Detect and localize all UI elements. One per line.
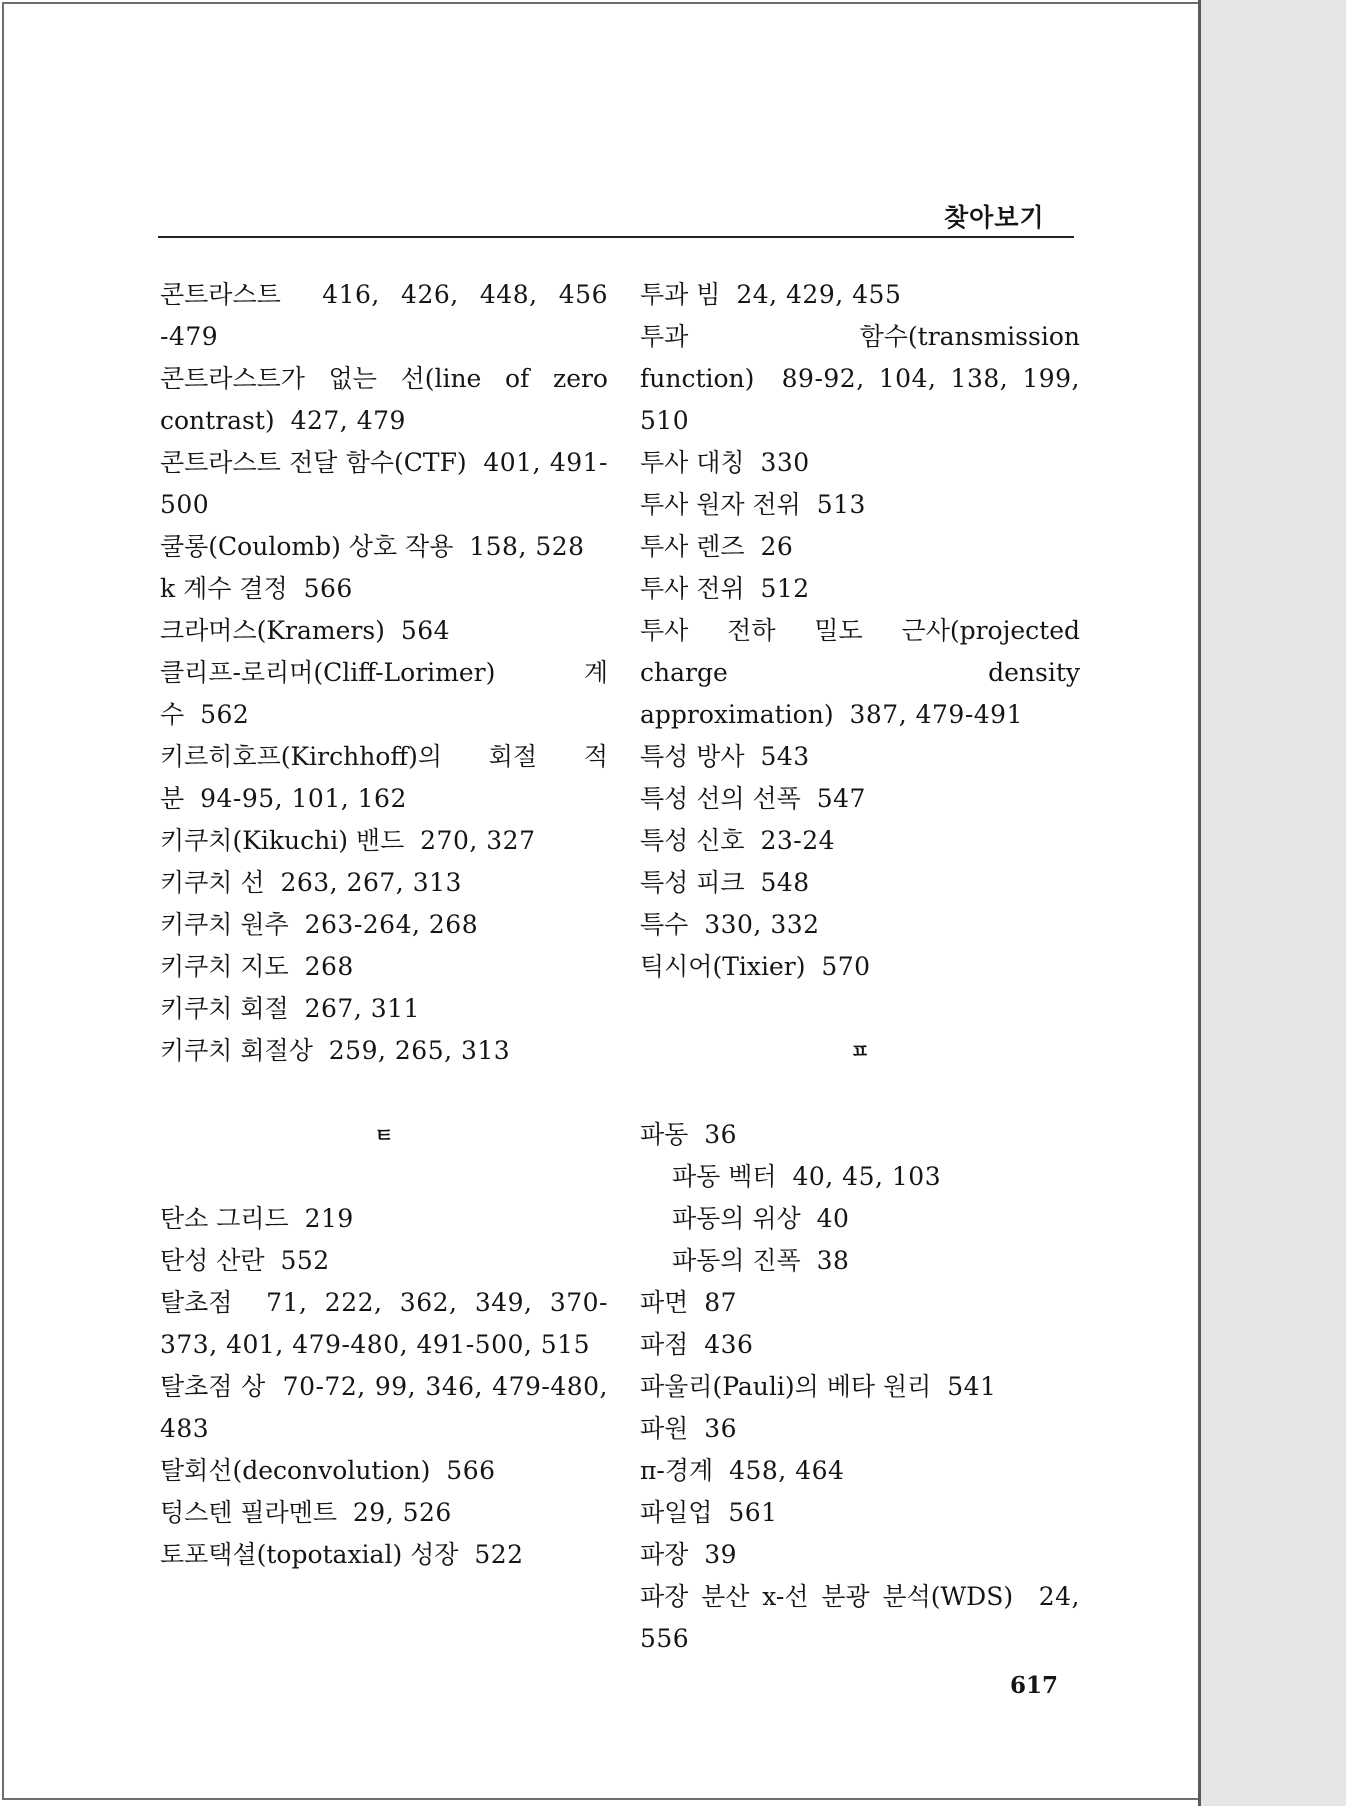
- index-entry: 쿨롱(Coulomb) 상호 작용 158, 528: [160, 532, 585, 561]
- index-entry: 파장 39: [640, 1540, 738, 1569]
- index-entry: 탈초점 71, 222, 362, 349, 370-373, 401, 479-480, 491-500, 515: [160, 1288, 608, 1359]
- right-column: [640, 274, 1080, 1660]
- index-entry: 투사 대칭 330: [640, 448, 810, 477]
- index-entry: 키쿠치 선 263, 267, 313: [160, 868, 462, 897]
- running-header: 찾아보기: [944, 203, 1045, 232]
- index-entry: 특수 330, 332: [640, 910, 820, 939]
- index-entry: 파장 분산 x-선 분광 분석(WDS) 24, 556: [640, 1582, 1080, 1653]
- index-entry: 특성 방사 543: [640, 742, 810, 771]
- index-entry: 탄소 그리드 219: [160, 1204, 354, 1233]
- index-entry: 탈초점 상 70-72, 99, 346, 479-480, 483: [160, 1372, 608, 1443]
- index-entry: 키쿠치(Kikuchi) 밴드 270, 327: [160, 826, 536, 855]
- index-entry: 투과 함수(transmission function) 89-92, 104, 138, 199, 510: [640, 322, 1080, 435]
- index-entry: 파원 36: [640, 1414, 738, 1443]
- index-entry: 콘트라스트 전달 함수(CTF) 401, 491-500: [160, 448, 608, 519]
- index-entry: k 계수 결정 566: [160, 574, 353, 603]
- index-entry: 토포택셜(topotaxial) 성장 522: [160, 1540, 524, 1569]
- index-entry: 클리프-로리머(Cliff-Lorimer) 계수 562: [160, 658, 608, 729]
- index-entry: 파동 36: [640, 1120, 738, 1149]
- index-entry: 파일업 561: [640, 1498, 778, 1527]
- index-entry: 투과 빔 24, 429, 455: [640, 280, 902, 309]
- index-entry: 파면 87: [640, 1288, 738, 1317]
- index-subentry: 파동의 위상 40: [672, 1204, 850, 1233]
- index-entry: 특성 선의 선폭 547: [640, 784, 866, 813]
- index-entry: 파점 436: [640, 1330, 754, 1359]
- section-letter: ㅌ: [374, 1123, 394, 1147]
- left-column: [160, 274, 608, 1576]
- index-entry: 파울리(Pauli)의 베타 원리 541: [640, 1372, 997, 1401]
- index-entry: 투사 원자 전위 513: [640, 490, 866, 519]
- index-entry: 탄성 산란 552: [160, 1246, 330, 1275]
- index-entry: 투사 전하 밀도 근사(projected charge density approximation) 387, 479-491: [640, 616, 1080, 729]
- index-entry: 투사 전위 512: [640, 574, 810, 603]
- index-entry: π-경계 458, 464: [640, 1456, 845, 1485]
- index-subentry: 파동의 진폭 38: [672, 1246, 850, 1275]
- index-entry: 특성 신호 23-24: [640, 826, 836, 855]
- index-entry: 키쿠치 지도 268: [160, 952, 354, 981]
- index-subentry: 파동 벡터 40, 45, 103: [672, 1162, 942, 1191]
- index-entry: 콘트라스트 416, 426, 448, 456 -479: [160, 280, 608, 351]
- index-entry: 틱시어(Tixier) 570: [640, 952, 871, 981]
- viewer-background: [1198, 0, 1346, 1806]
- index-entry: 키쿠치 원추 263-264, 268: [160, 910, 479, 939]
- index-entry: 콘트라스트가 없는 선(line of zero contrast) 427, 479: [160, 364, 608, 435]
- index-entry: 탈회선(deconvolution) 566: [160, 1456, 496, 1485]
- index-entry: 크라머스(Kramers) 564: [160, 616, 451, 645]
- index-entry: 키쿠치 회절상 259, 265, 313: [160, 1036, 511, 1065]
- index-entry: 특성 피크 548: [640, 868, 810, 897]
- section-letter: ㅍ: [850, 1039, 870, 1063]
- index-entry: 텅스텐 필라멘트 29, 526: [160, 1498, 452, 1527]
- index-entry: 키르히호프(Kirchhoff)의 회절 적분 94-95, 101, 162: [160, 742, 608, 813]
- index-entry: 키쿠치 회절 267, 311: [160, 994, 420, 1023]
- index-entry: 투사 렌즈 26: [640, 532, 794, 561]
- header-rule: [158, 236, 1074, 238]
- page-number: 617: [1010, 1672, 1059, 1699]
